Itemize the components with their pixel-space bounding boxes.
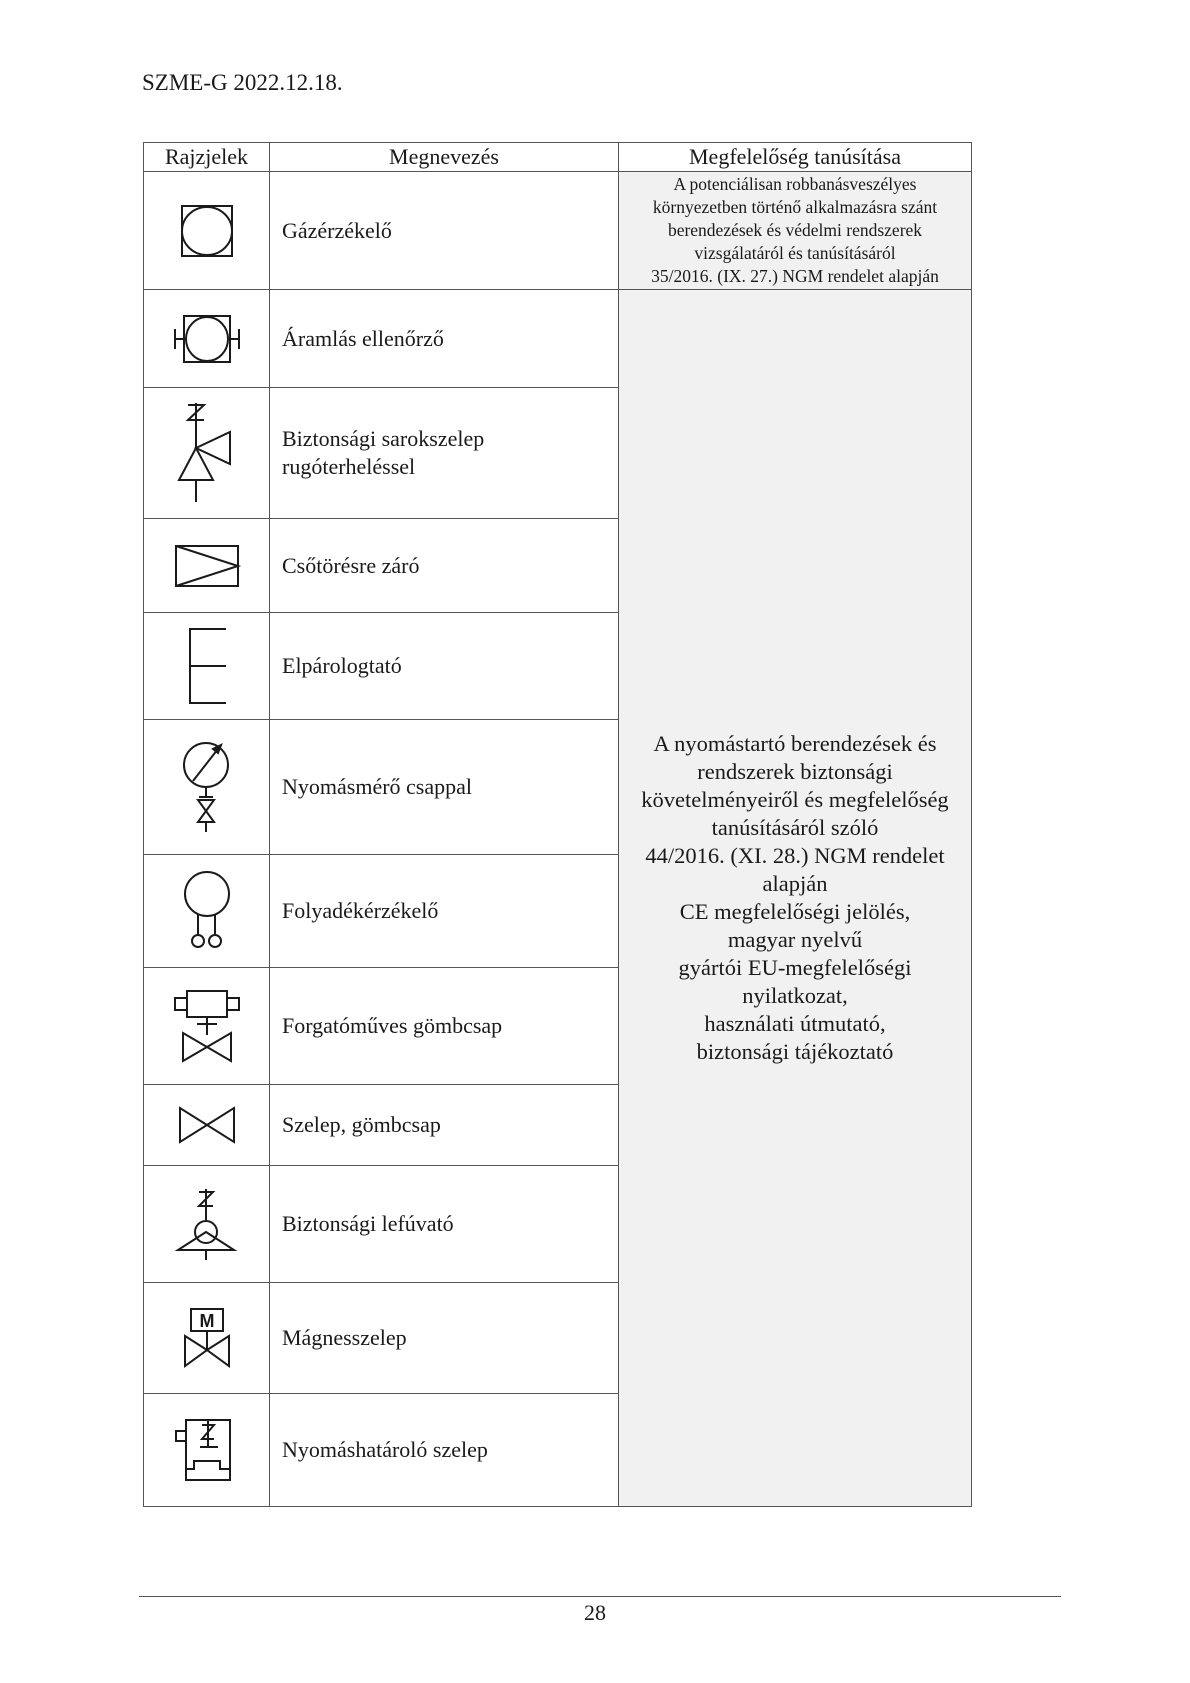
symbol-cell [144,290,270,388]
symbol-name: Gázérzékelő [270,172,619,290]
cert-pressure-line: magyar nyelvű [727,927,863,952]
column-header-name: Megnevezés [270,143,619,172]
cert-ex-line: vizsgálatáról és tanúsításáról [694,243,896,263]
symbol-name: Mágnesszelep [270,1283,619,1394]
certification-pressure-cell [619,290,972,1507]
cert-pressure-line: A nyomástartó berendezések és [653,731,937,756]
symbol-name: Áramlás ellenőrző [270,290,619,388]
symbol-cell [144,519,270,613]
symbol-name: Csőtörésre záró [270,519,619,613]
cert-pressure-line: CE megfelelőségi jelölés, [679,899,911,924]
cert-pressure-line: 44/2016. (XI. 28.) NGM rendelet [645,843,945,868]
table-row [144,172,972,290]
symbol-name: Biztonsági sarokszelep rugóterheléssel [270,388,619,519]
cert-pressure-line: tanúsításáról szóló [711,815,879,840]
symbol-name: Elpárologtató [270,613,619,720]
actuated-ball-valve-icon [167,988,247,1064]
cert-pressure-line: gyártói EU-megfelelőségi [678,955,912,980]
symbol-name: Nyomásmérő csappal [270,720,619,855]
solenoid-valve-icon [177,1306,237,1370]
footer-divider [139,1596,1061,1597]
spring-loaded-safety-angle-valve-icon [172,400,242,506]
symbol-name: Biztonsági lefúvató [270,1166,619,1283]
page-number: 28 [584,1600,606,1625]
cert-ex-line: környezetben történő alkalmazásra szánt [652,197,938,217]
cert-pressure-line: biztonsági tájékoztató [696,1039,894,1064]
flow-monitor-icon [172,313,242,365]
cert-ex-line: berendezések és védelmi rendszerek [667,220,923,240]
symbol-cell [144,1394,270,1507]
symbol-cell [144,388,270,519]
cert-ex-line: 35/2016. (IX. 27.) NGM rendelet alapján [651,266,939,286]
cert-ex-line: A potenciálisan robbanásveszélyes [673,174,917,194]
symbol-cell [144,172,270,290]
symbol-name: Folyadékérzékelő [270,855,619,968]
pressure-gauge-with-cock-icon [177,739,237,835]
symbol-name: Szelep, gömbcsap [270,1085,619,1166]
symbol-cell [144,855,270,968]
cert-pressure-line: alapján [762,871,828,896]
column-header-symbols: Rajzjelek [144,143,270,172]
cert-pressure-line: követelményeiről és megfelelőség [641,787,949,812]
pipe-burst-shutoff-icon [172,543,242,589]
pressure-limiting-valve-icon [172,1417,242,1483]
symbol-cell [144,613,270,720]
cert-pressure-line: rendszerek biztonsági [697,759,893,784]
cert-pressure-line: nyilatkozat, [742,983,848,1008]
liquid-sensor-icon [179,868,235,954]
safety-relief-valve-icon [172,1186,242,1262]
table-header-row [144,143,972,172]
symbol-table [143,142,972,1507]
solenoid-letter: M [199,1311,214,1331]
symbol-name: Forgatóműves gömbcsap [270,968,619,1085]
symbol-cell [144,1085,270,1166]
symbol-name: Nyomáshatároló szelep [270,1394,619,1507]
table-row [144,290,972,388]
gas-detector-icon [177,203,237,259]
document-header: SZME-G 2022.12.18. [142,70,343,95]
symbol-cell [144,720,270,855]
column-header-certification: Megfelelőség tanúsítása [619,143,972,172]
certification-ex-cell [619,172,972,290]
symbol-cell [144,1166,270,1283]
evaporator-icon [182,626,232,706]
symbol-cell [144,968,270,1085]
cert-pressure-line: használati útmutató, [704,1011,886,1036]
valve-ball-valve-icon [175,1105,239,1145]
symbol-cell [144,1283,270,1394]
